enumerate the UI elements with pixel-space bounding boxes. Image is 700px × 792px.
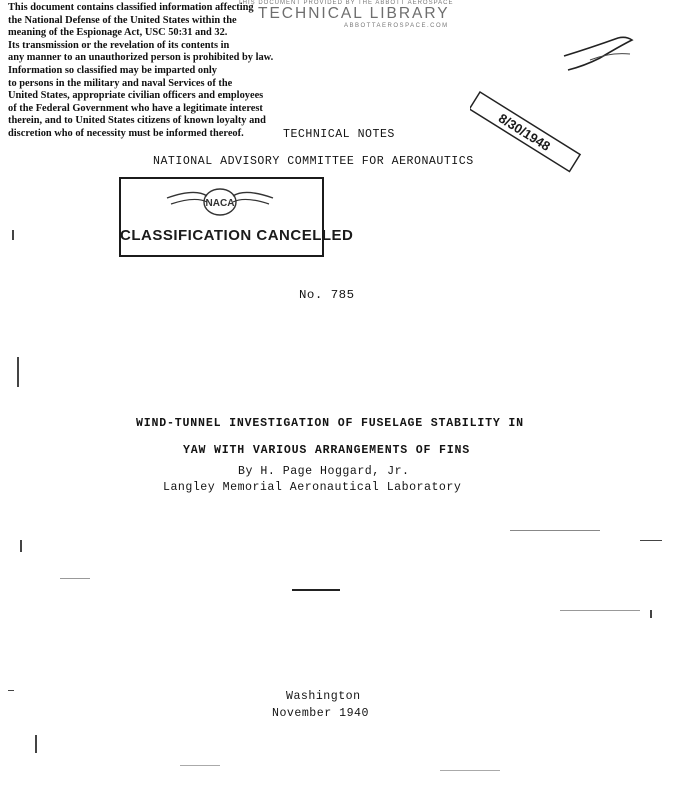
- organization-heading: NATIONAL ADVISORY COMMITTEE FOR AERONAUTICS: [153, 155, 474, 168]
- author-name: By H. Page Hoggard, Jr.: [238, 465, 410, 478]
- date-stamp-icon: [470, 82, 610, 192]
- legend-line: discretion who of necessity must be informed thereof.: [8, 127, 244, 139]
- watermark-provided-by: THIS DOCUMENT PROVIDED BY THE ABBOTT AEROSPACE: [238, 0, 454, 6]
- legend-line: therein, and to United States citizens of known loyalty and: [8, 115, 266, 127]
- legend-line: Its transmission or the revelation of its contents in: [8, 39, 230, 51]
- legend-line: This document contains classified information affecting: [8, 2, 254, 13]
- watermark-library-name: TECHNICAL LIBRARY: [258, 5, 450, 22]
- legend-line: of the Federal Government who have a legitimate interest: [8, 102, 263, 114]
- pen-scribble-icon: [560, 30, 640, 80]
- publication-date: November 1940: [272, 707, 369, 720]
- publication-place: Washington: [286, 690, 361, 703]
- legend-line: Information so classified may be imparted only: [8, 64, 217, 76]
- series-heading: TECHNICAL NOTES: [283, 128, 395, 141]
- title-line-1: WIND-TUNNEL INVESTIGATION OF FUSELAGE STABILITY IN: [136, 417, 524, 430]
- title-line-2: YAW WITH VARIOUS ARRANGEMENTS OF FINS: [183, 444, 471, 457]
- legend-line: meaning of the Espionage Act, USC 50:31 and 32.: [8, 27, 228, 39]
- separator-rule: [292, 589, 340, 591]
- naca-wings-logo: [165, 184, 275, 224]
- report-number: No. 785: [299, 288, 355, 302]
- legend-line: United States, appropriate civilian officers and employees: [8, 90, 264, 102]
- watermark-website: ABBOTTAEROSPACE.COM: [344, 23, 449, 29]
- date-stamp-text: 8/30/1948: [495, 110, 553, 154]
- legend-line: to persons in the military and naval Services of the: [8, 77, 233, 89]
- legend-line: any manner to an unauthorized person is prohibited by law.: [8, 52, 274, 64]
- legend-line: the National Defense of the United States within the: [8, 14, 237, 26]
- author-affiliation: Langley Memorial Aeronautical Laboratory: [163, 481, 462, 494]
- naca-logo-text: NACA: [205, 198, 235, 209]
- classification-stamp-text: CLASSIFICATION CANCELLED: [120, 227, 354, 244]
